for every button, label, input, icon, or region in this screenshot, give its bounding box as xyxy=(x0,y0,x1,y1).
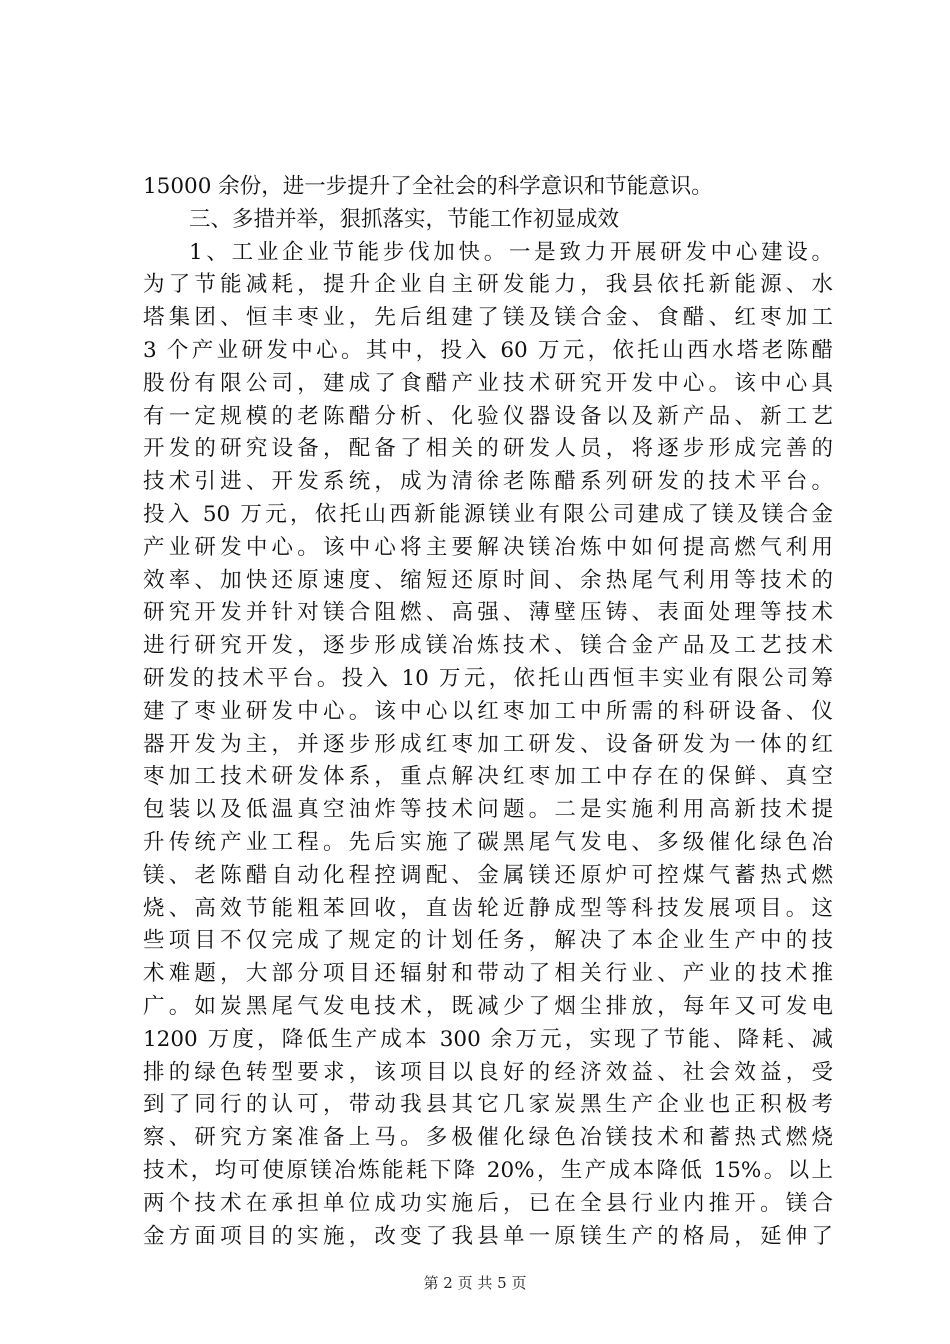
document-body xyxy=(143,171,833,1253)
text-line: 3 个产业研发中心。其中，投入 60 万元，依托山西水塔老陈醋 xyxy=(143,337,833,363)
text-line: 研究开发并针对镁合阻燃、高强、薄壁压铸、表面处理等技术 xyxy=(143,600,833,626)
text-line: 到了同行的认可，带动我县其它几家炭黑生产企业也正积极考 xyxy=(143,1092,833,1118)
text-line: 排的绿色转型要求，该项目以良好的经济效益、社会效益，受 xyxy=(143,1059,833,1085)
text-line: 进行研究开发，逐步形成镁冶炼技术、镁合金产品及工艺技术 xyxy=(143,633,833,659)
text-line: 为了节能减耗，提升企业自主研发能力，我县依托新能源、水 xyxy=(143,272,833,298)
text-line: 产业研发中心。该中心将主要解决镁冶炼中如何提高燃气利用 xyxy=(143,534,833,560)
text-line: 1200 万度，降低生产成本 300 余万元，实现了节能、降耗、减 xyxy=(143,1026,833,1052)
text-line: 研发的技术平台。投入 10 万元，依托山西恒丰实业有限公司筹 xyxy=(143,665,833,691)
text-line: 塔集团、恒丰枣业，先后组建了镁及镁合金、食醋、红枣加工 xyxy=(143,305,833,331)
text-line: 15000 余份，进一步提升了全社会的科学意识和节能意识。 xyxy=(143,174,713,199)
text-line: 1、工业企业节能步伐加快。一是致力开展研发中心建设。 xyxy=(189,239,833,265)
text-line: 术难题，大部分项目还辐射和带动了相关行业、产业的技术推 xyxy=(143,961,833,987)
text-line: 有一定规模的老陈醋分析、化验仪器设备以及新产品、新工艺 xyxy=(143,403,833,429)
section-heading: 三、多措并举，狠抓落实，节能工作初显成效 xyxy=(189,206,620,232)
text-line: 镁、老陈醋自动化程控调配、金属镁还原炉可控煤气蓄热式燃 xyxy=(143,862,833,888)
text-line: 察、研究方案准备上马。多极催化绿色冶镁技术和蓄热式燃烧 xyxy=(143,1125,833,1151)
text-line: 股份有限公司，建成了食醋产业技术研究开发中心。该中心具 xyxy=(143,370,833,396)
text-line: 技术，均可使原镁冶炼能耗下降 20%，生产成本降低 15%。以上 xyxy=(143,1157,833,1183)
text-line: 两个技术在承担单位成功实施后，已在全县行业内推开。镁合 xyxy=(143,1190,833,1216)
text-line: 器开发为主，并逐步形成红枣加工研发、设备研发为一体的红 xyxy=(143,731,833,757)
text-line: 升传统产业工程。先后实施了碳黑尾气发电、多级催化绿色冶 xyxy=(143,829,833,855)
page-footer xyxy=(0,1273,950,1293)
text-line: 烧、高效节能粗苯回收，直齿轮近静成型等科技发展项目。这 xyxy=(143,895,833,921)
page-number-label: 第 2 页 共 5 页 xyxy=(423,1274,527,1292)
text-line: 金方面项目的实施，改变了我县单一原镁生产的格局，延伸了 xyxy=(143,1223,833,1249)
text-line: 枣加工技术研发体系，重点解决红枣加工中存在的保鲜、真空 xyxy=(143,764,833,790)
text-line: 技术引进、开发系统，成为清徐老陈醋系列研发的技术平台。 xyxy=(143,469,833,495)
text-line: 效率、加快还原速度、缩短还原时间、余热尾气利用等技术的 xyxy=(143,567,833,593)
text-line: 包装以及低温真空油炸等技术问题。二是实施利用高新技术提 xyxy=(143,797,833,823)
text-line: 些项目不仅完成了规定的计划任务，解决了本企业生产中的技 xyxy=(143,928,833,954)
text-line: 广。如炭黑尾气发电技术，既减少了烟尘排放，每年又可发电 xyxy=(143,993,833,1019)
text-line: 建了枣业研发中心。该中心以红枣加工中所需的科研设备、仪 xyxy=(143,698,833,724)
text-line: 投入 50 万元，依托山西新能源镁业有限公司建成了镁及镁合金 xyxy=(143,501,833,527)
text-line: 开发的研究设备，配备了相关的研发人员，将逐步形成完善的 xyxy=(143,436,833,462)
